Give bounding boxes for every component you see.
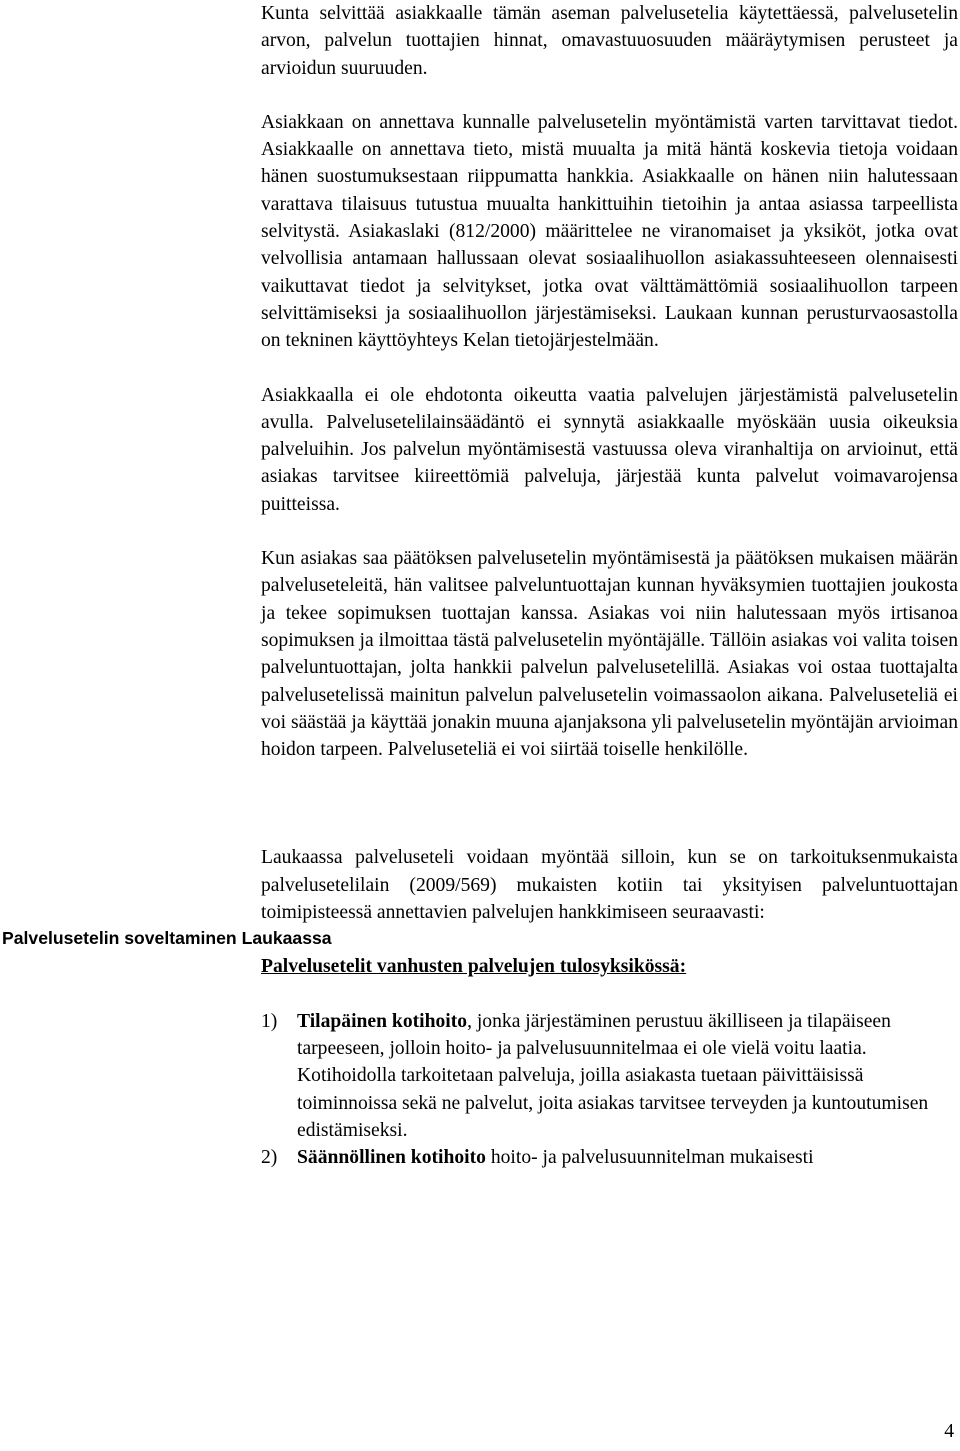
subheading-elderly-services: Palvelusetelit vanhusten palvelujen tulosyksikössä: [261, 956, 687, 978]
service-list [261, 1008, 958, 1172]
list-item-number: 2) [261, 1147, 278, 1169]
paragraph-service-voucher-info: Kunta selvittää asiakkaalle tämän aseman palvelusetelia käytettäessä, palvelusetelin arvon, palvelun tuottajien hinnat, omavastuuosuuden määräytymisen perusteet ja arvioidun suuruuden. [261, 3, 958, 79]
list-item-term: Tilapäinen kotihoito [297, 1010, 468, 1032]
list-item-text: hoito- ja palvelusuunnitelman mukaisesti [485, 1147, 814, 1169]
paragraph-voucher-decision: Kun asiakas saa päätöksen palvelusetelin myöntämisestä ja päätöksen mukaisen määrän palveluseteleitä, hän valitsee palveluntuottajan kunnan hyväksymien tuottajien joukosta ja tekee sopimuksen tuottajan kanssa. Asiakas voi niin halutessaan myös irtisanoa sopimuksen ja ilmoittaa tästä palvelusetelin myöntäjälle. Tällöin asiakas voi valita toisen palveluntuottajan, jolta hankkii palvelun palvelusetelillä. Asiakas voi ostaa tuottajalta palvelusetelissä mainitun palvelun palvelusetelin voimassaolon aikana. Palveluseteliä ei voi säästää ja käyttää jonakin muuna ajanjaksona yli palvelusetelin myöntäjän arvioiman hoidon tarpeen. Palveluseteliä ei voi siirtää toiselle henkilölle. [261, 548, 958, 761]
paragraph-laukaa-application: Laukaassa palveluseteli voidaan myöntää silloin, kun se on tarkoituksenmukaista palvelusetelilain (2009/569) mukaisten kotiin tai yksityisen palveluntuottajan toimipisteessä annettavien palvelujen hankkimiseen seuraavasti: [261, 847, 958, 924]
section-side-heading: Palvelusetelin soveltaminen Laukaassa [2, 928, 332, 948]
list-item [261, 1144, 958, 1171]
page-number: 4 [944, 1421, 954, 1442]
list-item-text: , jonka järjestäminen perustuu äkilliseen ja tilapäiseen tarpeeseen, jolloin hoito- ja palvelusuunnitelmaa ei ole vielä voitu laatia. Kotihoidolla tarkoitetaan palveluja, joilla asiakasta tuetaan päivittäisissä toiminnoissa sekä ne palvelut, joita asiakas tarvitsee terveyden ja kuntoutumisen edistämiseksi. [297, 1010, 929, 1141]
list-item-term: Säännöllinen kotihoito [297, 1147, 486, 1169]
paragraph-client-rights: Asiakkaalla ei ole ehdotonta oikeutta vaatia palvelujen järjestämistä palvelusetelin avulla. Palvelusetelilainsäädäntö ei synnytä asiakkaalle myöskään uusia oikeuksia palveluihin. Jos palvelun myöntämisestä vastuussa oleva viranhaltija on arvioinut, että asiakas tarvitsee kiireettömiä palveluja, järjestää kunta palvelut voimavarojensa puitteissa. [261, 384, 958, 515]
list-item-number: 1) [261, 1010, 278, 1032]
list-item [261, 1008, 958, 1144]
main-content [261, 0, 958, 1171]
paragraph-client-information: Asiakkaan on annettava kunnalle palvelusetelin myöntämistä varten tarvittavat tiedot. Asiakkaalle on annettava tieto, mistä muualta ja mitä häntä koskevia tietoja voidaan hänen suostumuksestaan riippumatta hankkia. Asiakkaalle on hänen niin halutessaan varattava tilaisuus tutustua muualta hankittuihin tietoihin ja antaa asiassa tarpeellista selvitystä. Asiakaslaki (812/2000) määrittelee ne viranomaiset ja yksiköt, jotka ovat velvollisia antamaan hallussaan olevat sosiaalihuollon asiakassuhteeseen olennaisesti vaikuttavat tiedot ja selvitykset, jotka ovat välttämättömiä sosiaalihuollon tarpeen selvittämiseksi ja sosiaalihuollon järjestämiseksi. Laukaan kunnan perusturvaosastolla on tekninen käyttöyhteys Kelan tietojärjestelmään. [261, 111, 958, 352]
